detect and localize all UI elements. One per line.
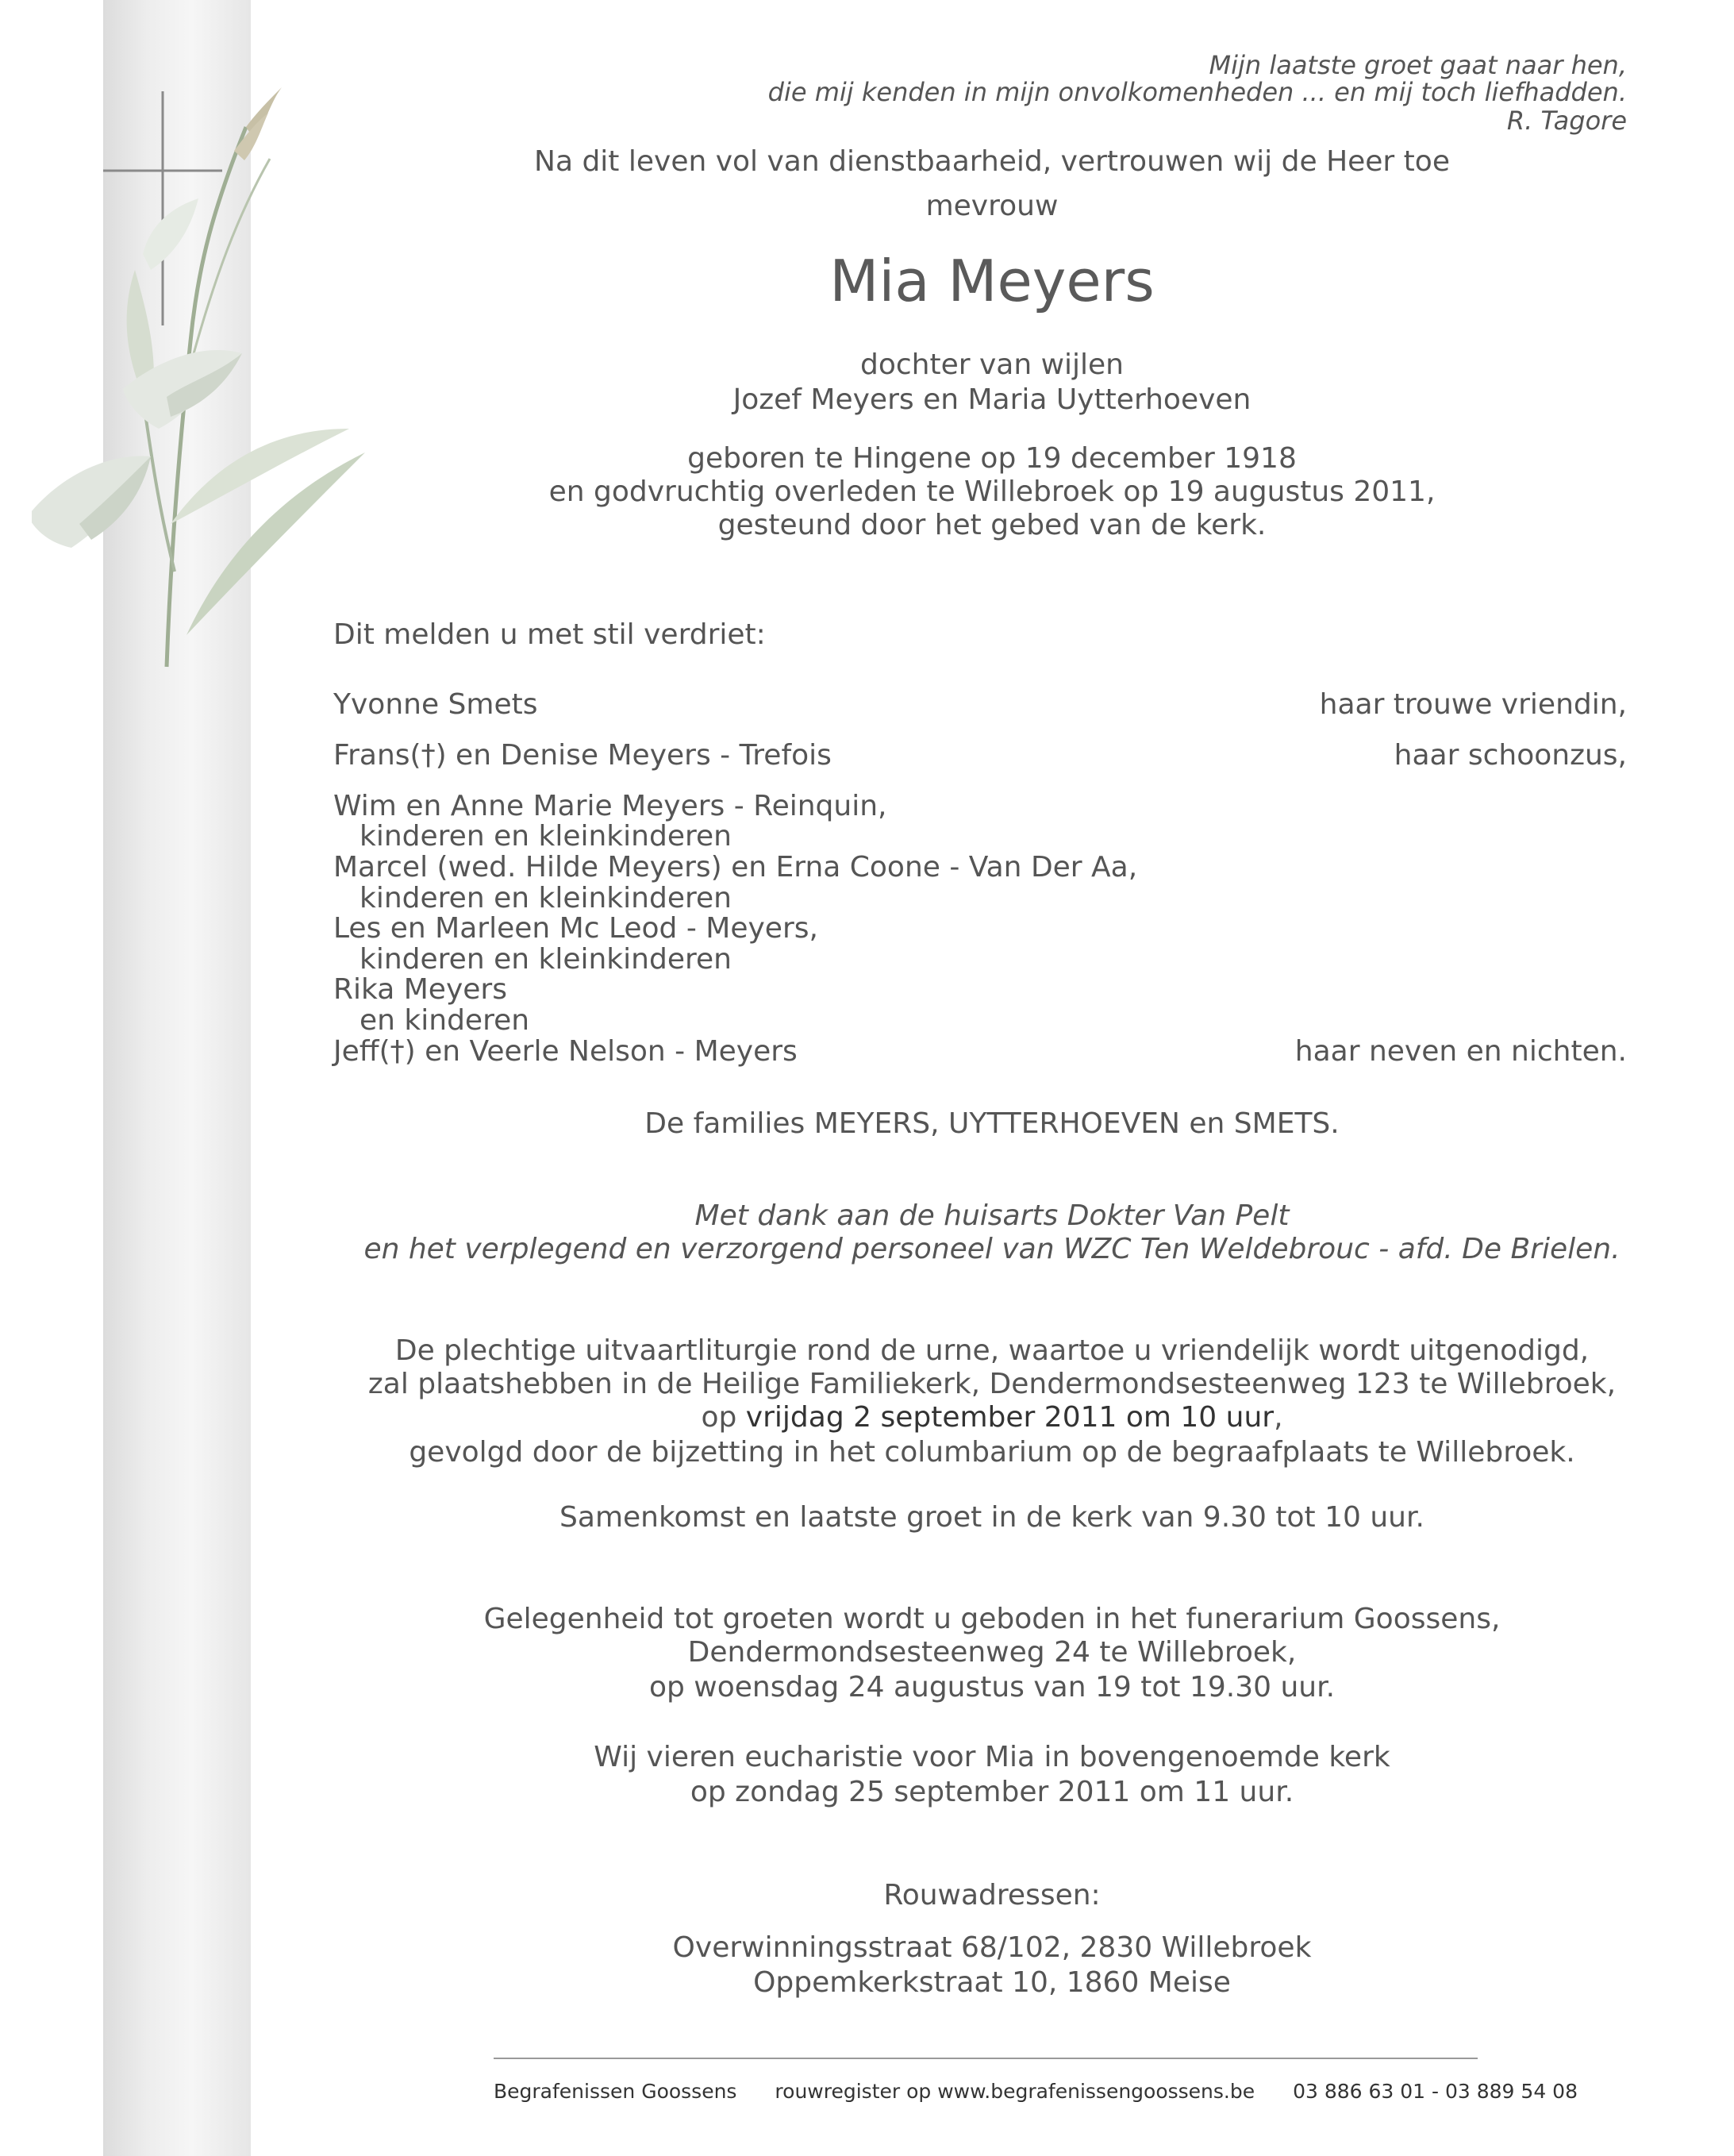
nephew-name: Les en Marleen Mc Leod - Meyers, [333,912,818,945]
parents-line-1: dochter van wijlen [859,348,1125,381]
life-line-3: gesteund door het gebed van de kerk. [717,509,1267,541]
address-line-1: Overwinningsstraat 68/102, 2830 Willebroek [672,1931,1312,1964]
address-line-2: Oppemkerkstraat 10, 1860 Meise [753,1966,1231,1999]
mourner-relation: haar trouwe vriendin, [1319,688,1627,721]
mourner-name: Frans(†) en Denise Meyers - Trefois [333,739,832,772]
footer-divider [494,2058,1478,2059]
liturgy-line-3 [357,1403,1627,1432]
parents-line-2: Jozef Meyers en Maria Uytterhoeven [732,383,1251,416]
visitation-line-3: op woensdag 24 augustus van 19 tot 19.30 uur. [648,1671,1336,1704]
visitation-line-1: Gelegenheid tot groeten wordt u geboden in het funerarium Goossens, [483,1603,1501,1635]
mourner-name: Yvonne Smets [333,688,538,721]
life-line-2: en godvruchtig overleden te Willebroek op 19 augustus 2011, [548,475,1436,508]
nephew-sub: en kinderen [359,1004,530,1037]
eucharist-line-1: Wij vieren eucharistie voor Mia in bovengenoemde kerk [594,1741,1390,1773]
footer-company: Begrafenissen Goossens [494,2080,737,2103]
nephew-name: Wim en Anne Marie Meyers - Reinquin, [333,790,887,822]
gathering-text: Samenkomst en laatste groet in de kerk van 9.30 tot 10 uur. [559,1501,1424,1534]
footer-phones: 03 886 63 01 - 03 889 54 08 [1293,2080,1578,2103]
nephew-name: Marcel (wed. Hilde Meyers) en Erna Coone - Van Der Aa, [333,851,1138,884]
nephew-sub: kinderen en kleinkinderen [359,943,732,976]
nephew-sub: kinderen en kleinkinderen [359,820,732,853]
liturgy-suffix: , [1274,1401,1283,1434]
liturgy-prefix: op [701,1401,746,1434]
quote-line-2: die mij kenden in mijn onvolkomenheden ... en mij toch liefhadden. [767,77,1627,107]
deceased-name: Mia Meyers [829,248,1155,314]
quote-line-1: Mijn laatste groet gaat naar hen, [1209,50,1627,80]
eucharist-line-2: op zondag 25 september 2011 om 11 uur. [690,1776,1294,1808]
nephew-sub: kinderen en kleinkinderen [359,882,732,914]
thanks-line-1: Met dank aan de huisarts Dokter Van Pelt [694,1199,1290,1232]
mourner-relation: haar schoonzus, [1394,739,1627,772]
title-text: mevrouw [925,190,1059,222]
liturgy-line-4: gevolgd door de bijzetting in het columbarium op de begraafplaats te Willebroek. [409,1436,1575,1469]
visitation-line-2: Dendermondsesteenweg 24 te Willebroek, [687,1636,1297,1669]
nephew-name: Rika Meyers [333,973,507,1006]
announcement: Dit melden u met stil verdriet: [333,618,766,651]
thanks-line-2: en het verplegend en verzorgend personeel van WZC Ten Weldebrouc - afd. De Brielen. [363,1233,1621,1265]
mourner-relation: haar neven en nichten. [1294,1035,1627,1068]
life-line-1: geboren te Hingene op 19 december 1918 [687,442,1297,475]
quote-author: R. Tagore [1506,106,1627,136]
mourner-name: Jeff(†) en Veerle Nelson - Meyers [333,1035,798,1068]
funeral-date: vrijdag 2 september 2011 om 10 uur [745,1401,1275,1434]
footer-register-link[interactable]: rouwregister op www.begrafenissengoossens.be [775,2080,1255,2103]
liturgy-line-2: zal plaatshebben in de Heilige Familiekerk, Dendermondsesteenweg 123 te Willebroek, [367,1368,1617,1400]
footer [494,2080,1578,2103]
families-text: De families MEYERS, UYTTERHOEVEN en SMETS. [644,1107,1340,1140]
lily-cross-decoration [32,79,365,683]
liturgy-line-1: De plechtige uitvaartliturgie rond de urne, waartoe u vriendelijk wordt uitgenodigd, [394,1334,1590,1367]
addresses-heading: Rouwadressen: [883,1879,1101,1912]
intro-text: Na dit leven vol van dienstbaarheid, vertrouwen wij de Heer toe [534,145,1450,178]
